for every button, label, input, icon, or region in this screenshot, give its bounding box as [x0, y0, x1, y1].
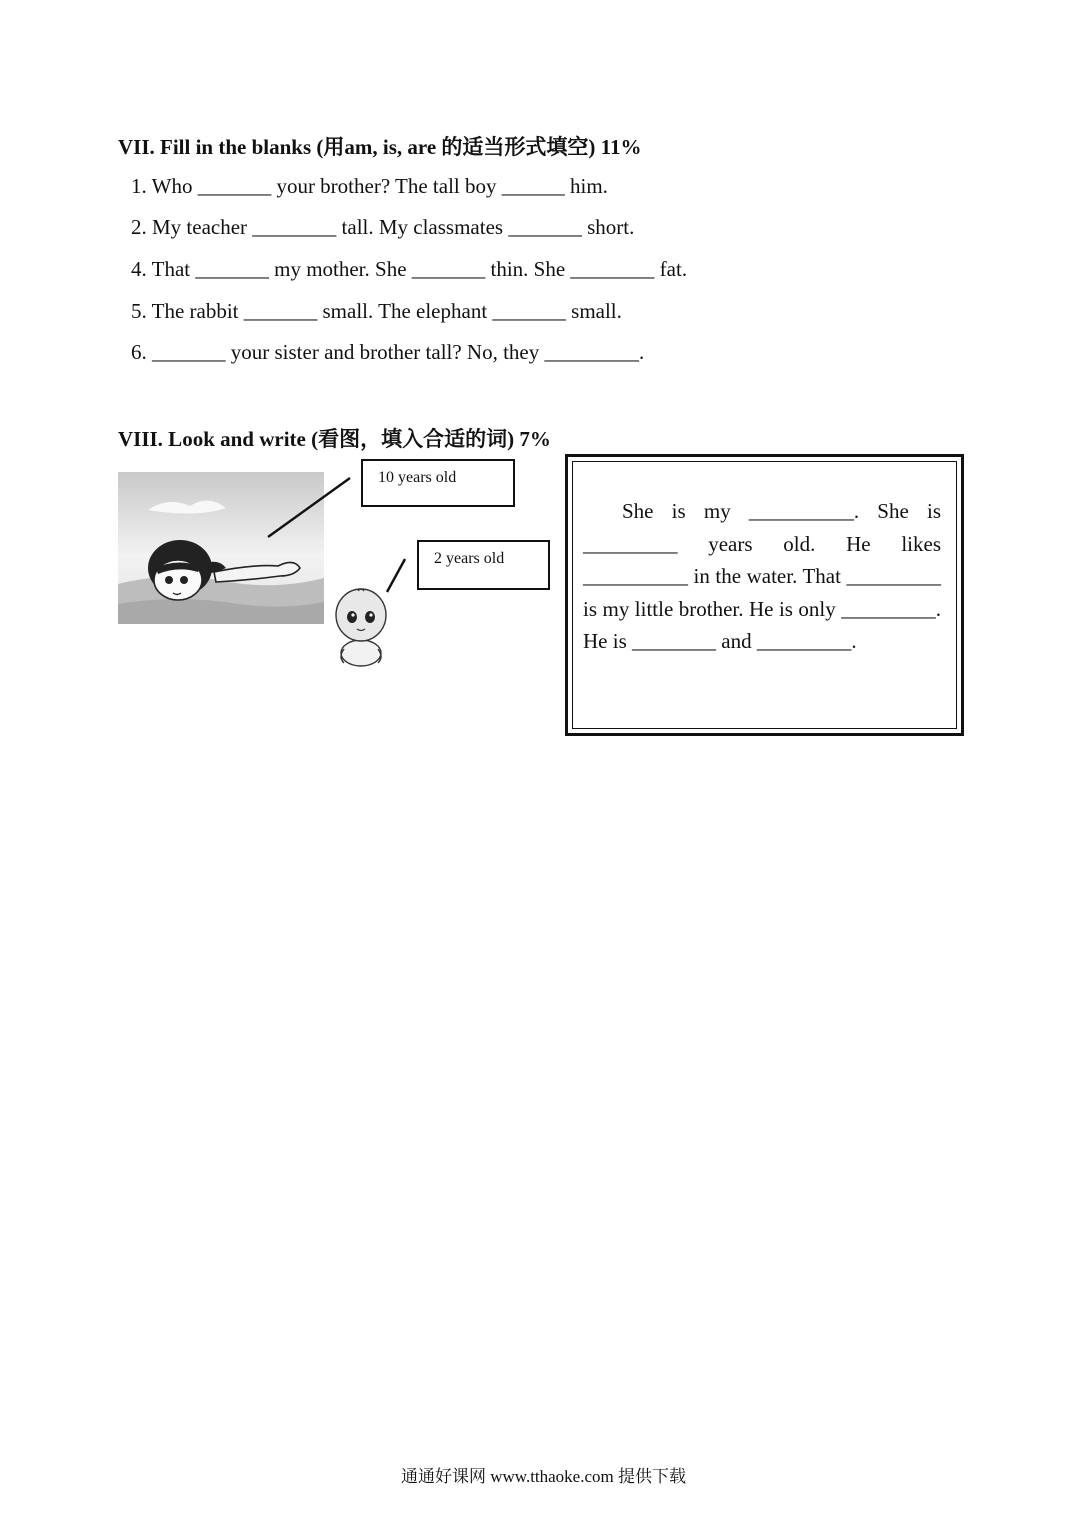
section-7-heading: VII. Fill in the blanks (用am, is, are 的适当形式填空) 11% [118, 135, 642, 159]
writing-paragraph: She is my __________. She is _________ years old. He likes __________ in the water. That _________ is my little brother. He is only _________. He is ________ and _________. [583, 499, 941, 653]
fill-blank-item-1: 1. Who _______ your brother? The tall boy ______ him. [131, 174, 608, 198]
fill-blank-item-5: 5. The rabbit _______ small. The elephant _______ small. [131, 299, 622, 323]
footer-source: 通通好课网 www.tthaoke.com 提供下载 [400, 1467, 687, 1486]
age-tag-girl: 10 years old [361, 459, 515, 507]
writing-box [565, 454, 964, 736]
fill-blank-item-2: 2. My teacher ________ tall. My classmates _______ short. [131, 215, 635, 239]
section-8-heading: VIII. Look and write (看图，填入合适的词) 7% [118, 427, 551, 451]
fill-blank-item-6: 6. _______ your sister and brother tall? No, they _________. [131, 340, 645, 364]
baby-picture [330, 585, 392, 669]
fill-blank-item-4: 4. That _______ my mother. She _______ thin. She ________ fat. [131, 257, 688, 281]
age-tag-baby: 2 years old [417, 540, 550, 590]
